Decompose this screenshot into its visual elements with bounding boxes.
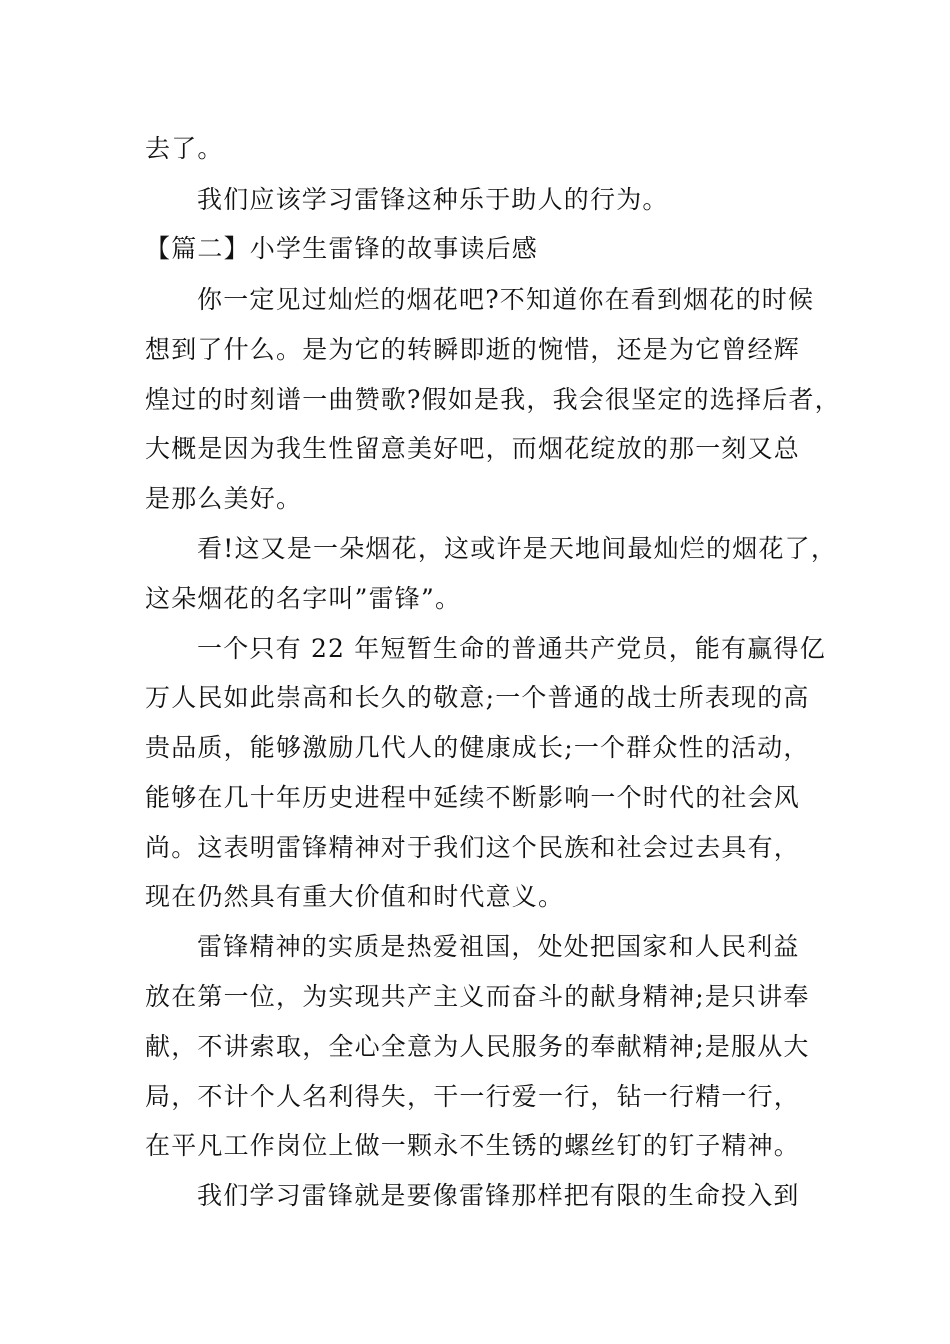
text-line: 放在第一位，为实现共产主义而奋斗的献身精神;是只讲奉 bbox=[145, 982, 810, 1011]
text-line: 雷锋精神的实质是热爱祖国，处处把国家和人民利益 bbox=[197, 932, 800, 961]
text-line: 现在仍然具有重大价值和时代意义。 bbox=[145, 882, 565, 911]
text-line: 能够在几十年历史进程中延续不断影响一个时代的社会风 bbox=[145, 783, 801, 812]
text-line: 去了。 bbox=[145, 134, 224, 163]
text-line: 看!这又是一朵烟花，这或许是天地间最灿烂的烟花了， bbox=[197, 534, 838, 563]
text-line: 献，不讲索取，全心全意为人民服务的奉献精神;是服从大 bbox=[145, 1032, 810, 1061]
text-line: 我们应该学习雷锋这种乐于助人的行为。 bbox=[197, 185, 669, 214]
text-line: 尚。这表明雷锋精神对于我们这个民族和社会过去具有， bbox=[145, 833, 801, 862]
text-line: 贵品质，能够激励几代人的健康成长;一个群众性的活动， bbox=[145, 733, 810, 762]
text-line: 在平凡工作岗位上做一颗永不生锈的螺丝钉的钉子精神。 bbox=[145, 1131, 801, 1160]
text-line: 万人民如此崇高和长久的敬意;一个普通的战士所表现的高 bbox=[145, 683, 810, 712]
text-line: 局，不计个人名利得失，干一行爱一行，钻一行精一行， bbox=[145, 1082, 801, 1111]
text-line: 想到了什么。是为它的转瞬即逝的惋惜，还是为它曾经辉 bbox=[145, 335, 801, 364]
text-line: 大概是因为我生性留意美好吧，而烟花绽放的那一刻又总 bbox=[145, 434, 801, 463]
text-line: 你一定见过灿烂的烟花吧?不知道你在看到烟花的时候 bbox=[197, 285, 815, 314]
text-line: 一个只有 22 年短暂生命的普通共产党员，能有赢得亿 bbox=[197, 634, 826, 663]
text-line: 是那么美好。 bbox=[145, 484, 303, 513]
section-heading: 【篇二】小学生雷锋的故事读后感 bbox=[145, 234, 539, 263]
text-line: 这朵烟花的名字叫”雷锋”。 bbox=[145, 584, 462, 613]
text-line: 煌过的时刻谱一曲赞歌?假如是我，我会很坚定的选择后者， bbox=[145, 385, 841, 414]
text-line: 我们学习雷锋就是要像雷锋那样把有限的生命投入到 bbox=[197, 1181, 800, 1210]
